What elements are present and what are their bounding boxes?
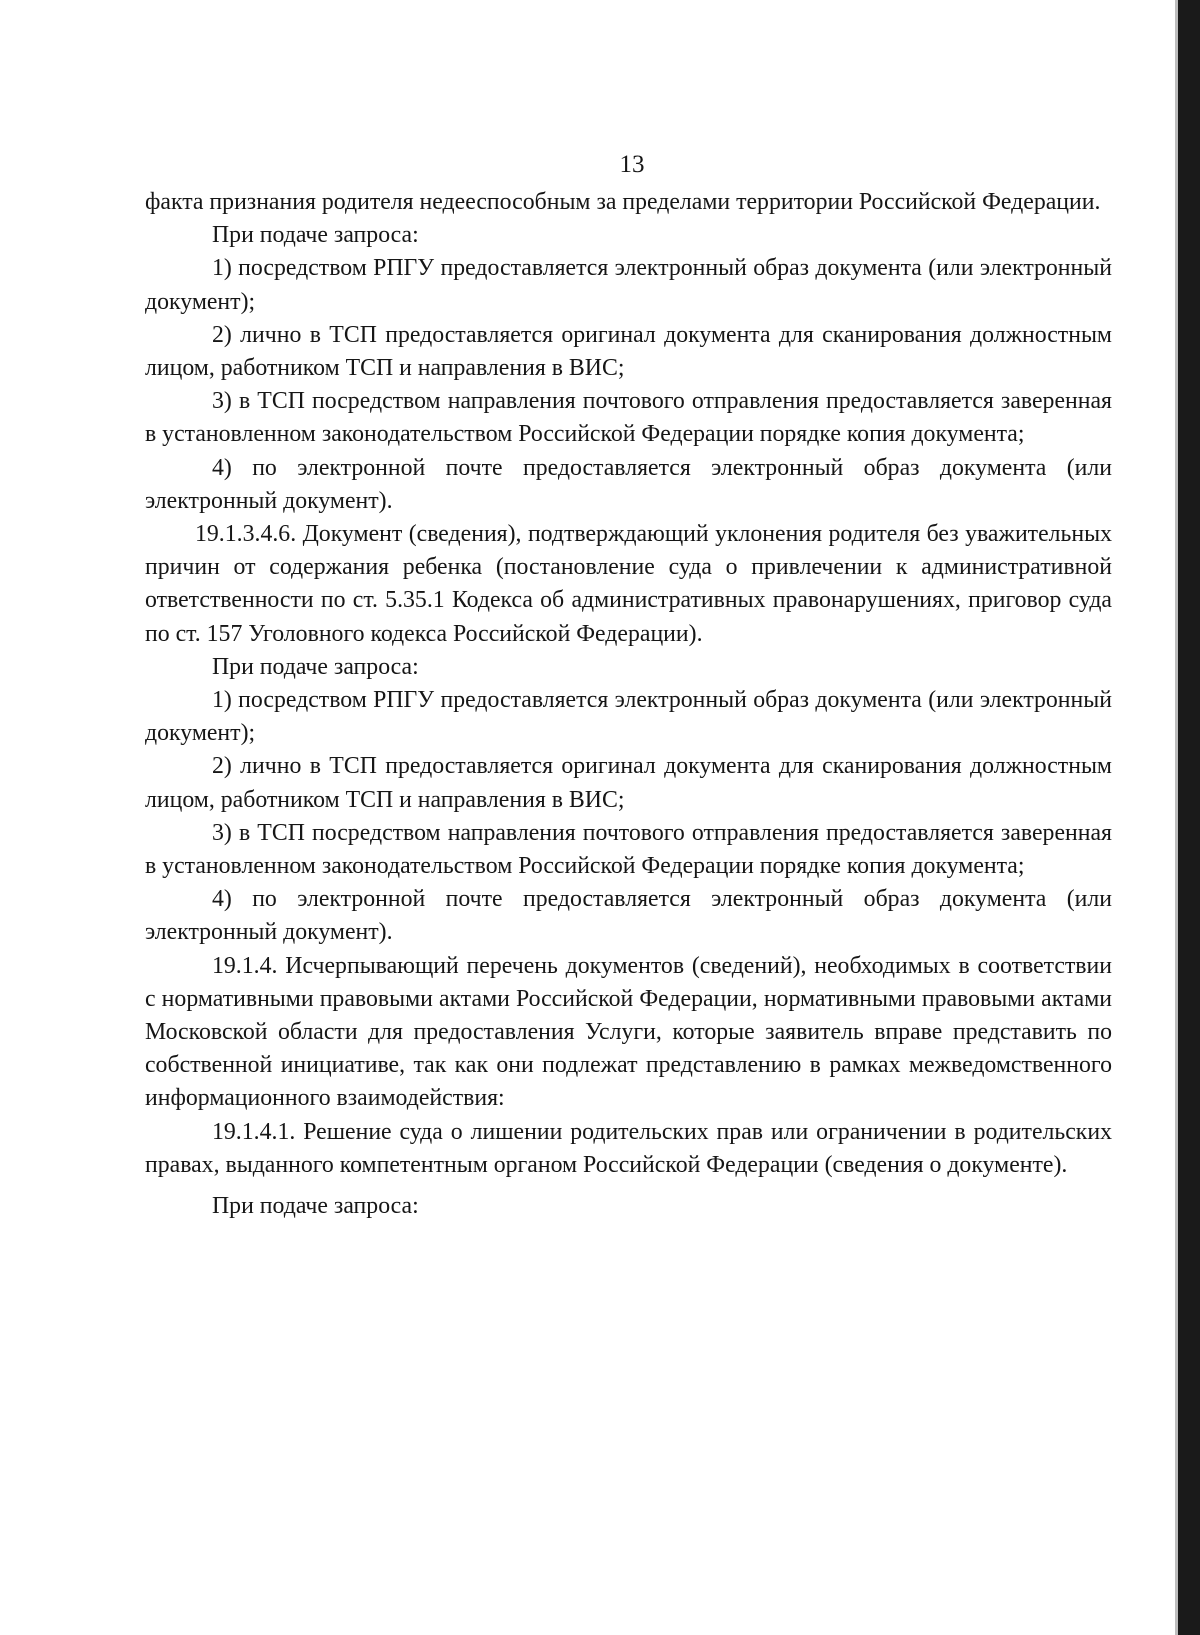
paragraph-14: 19.1.4.1. Решение суда о лишении родительских прав или ограничении в родительских правах, выданного компетентным органом Российской Федерации (сведения о документе). [145,1118,1112,1178]
document-body [145,186,1112,1223]
paragraph-7: 19.1.3.4.6. Документ (сведения), подтверждающий уклонения родителя без уважительных причин от содержания ребенка (постановление суда о привлечении к административной ответственности по ст. 5.35.1 Кодекса об административных правонарушениях, приговор суда по ст. 157 Уголовного кодекса Российской Федерации). [145,521,1112,647]
paragraph-2: При подаче запроса: [212,222,419,249]
paragraph-9: 1) посредством РПГУ предоставляется электронный образ документа (или электронный документ); [145,687,1112,747]
scan-edge-shadow [1178,0,1200,1635]
paragraph-10: 2) лично в ТСП предоставляется оригинал документа для сканирования должностным лицом, работником ТСП и направления в ВИС; [145,753,1112,813]
paragraph-12: 4) по электронной почте предоставляется электронный образ документа (или электронный документ). [145,886,1112,946]
paragraph-3: 1) посредством РПГУ предоставляется электронный образ документа (или электронный документ); [145,255,1112,315]
page-number: 13 [619,151,645,178]
paragraph-6: 4) по электронной почте предоставляется электронный образ документа (или электронный документ). [145,454,1112,514]
paragraph-4: 2) лично в ТСП предоставляется оригинал документа для сканирования должностным лицом, работником ТСП и направления в ВИС; [145,321,1112,382]
paragraph-11: 3) в ТСП посредством направления почтового отправления предоставляется заверенная в установленном законодательством Российской Федерации порядке копия документа; [145,819,1112,880]
paragraph-8: При подаче запроса: [212,653,419,680]
paragraph-1: факта признания родителя недееспособным за пределами территории Российской Федерации. [145,189,1101,215]
paragraph-13: 19.1.4. Исчерпывающий перечень документов (сведений), необходимых в соответствии с нормативными правовыми актами Российской Федерации, нормативными правовыми актами Московской области для предоставления Услуги, которые заявитель вправе представить по собственной инициативе, так как они подлежат представлению в рамках межведомственного информационного взаимодействия: [145,952,1112,1112]
paragraph-15: При подаче запроса: [212,1193,419,1220]
paragraph-5: 3) в ТСП посредством направления почтового отправления предоставляется заверенная в установленном законодательством Российской Федерации порядке копия документа; [145,388,1112,448]
